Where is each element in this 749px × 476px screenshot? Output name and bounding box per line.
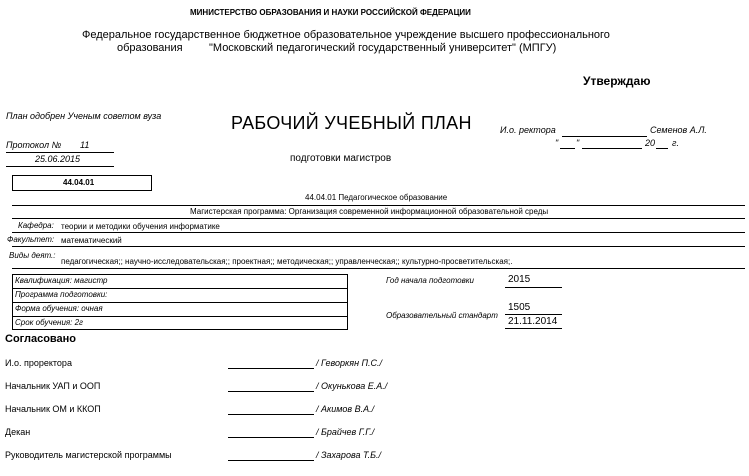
standard-date-line [505,328,562,329]
agreed-signature-line [228,368,314,369]
standard-date: 21.11.2014 [508,316,558,327]
ministry-title: МИНИСТЕРСТВО ОБРАЗОВАНИЯ И НАУКИ РОССИЙСКОЙ ФЕДЕРАЦИИ [190,8,471,17]
agreed-name: / Захарова Т.Б./ [316,450,382,460]
page-title: РАБОЧИЙ УЧЕБНЫЙ ПЛАН [231,113,472,133]
protocol-label: Протокол № [6,140,62,150]
department-label: Кафедра: [18,221,54,230]
institution-name: "Московский педагогический государственный университет" (МПГУ) [209,42,557,54]
date-year-line [656,148,668,149]
standard-number-line [505,314,562,315]
agreed-position: Начальник УАП и ООП [5,381,101,391]
rector-signature-line [562,136,647,137]
agreed-position: Руководитель магистерской программы [5,450,172,460]
agreed-name: / Брайчев Г.Г./ [316,427,375,437]
study-term-row: Срок обучения: 2г [15,318,84,327]
department-value: теории и методики обучения информатике [61,222,220,231]
agreed-name: / Акимов В.А./ [316,404,375,414]
code-box [12,175,152,191]
study-form-row: Форма обучения: очная [15,304,103,313]
faculty-value: математический [61,236,122,245]
qualification-row: Квалификация: магистр [15,276,108,285]
qualification-table [12,274,348,330]
date-quote-close: " [576,138,580,148]
page-subtitle: подготовки магистров [290,153,392,164]
agreed-position: Начальник ОМ и ККОП [5,404,101,414]
qualification-divider [13,288,347,289]
start-year-label: Год начала подготовки [386,276,474,285]
date-year-suffix: г. [672,138,679,148]
protocol-date-underline [6,166,114,167]
direction-name: 44.04.01 Педагогическое образование [305,193,448,202]
agreed-signature-line [228,437,314,438]
institution-line-2-prefix: образования [117,42,183,54]
protocol-date: 25.06.2015 [35,154,81,164]
start-year-value: 2015 [508,274,531,285]
agreed-name: / Окунькова Е.А./ [316,381,388,391]
date-day-line [560,148,575,149]
activities-label: Виды деят.: [9,251,56,260]
agreed-signature-line [228,391,314,392]
council-approved-text: План одобрен Ученым советом вуза [6,111,162,121]
study-form-divider [13,316,347,317]
rector-name: Семенов А.Л. [650,125,707,135]
program-name: Магистерская программа: Организация современной информационной образовательной среды [190,207,549,216]
standard-number: 1505 [508,302,531,313]
faculty-label: Факультет: [7,235,55,244]
protocol-number: 11 [80,140,90,150]
direction-code: 44.04.01 [63,178,95,187]
rector-title: И.о. ректора [500,125,556,135]
program-bottom-line [12,218,745,219]
date-quote-open: " [555,138,559,148]
standard-label: Образовательный стандарт [386,311,498,320]
program-type-divider [13,302,347,303]
approve-label: Утверждаю [583,74,651,88]
program-top-line [12,205,745,206]
agreed-title: Согласовано [5,333,77,345]
agreed-position: Декан [5,427,31,437]
faculty-line [12,246,745,247]
protocol-underline [6,152,114,153]
start-year-line [505,287,562,288]
agreed-name: / Геворкян П.С./ [316,358,383,368]
agreed-signature-line [228,460,314,461]
institution-line-1: Федеральное государственное бюджетное образовательное учреждение высшего профессионального [82,29,610,41]
activities-line [12,268,745,269]
date-year: 20 [645,138,656,148]
program-type-row: Программа подготовки: [15,290,108,299]
agreed-position: И.о. проректора [5,358,72,368]
activities-value: педагогическая;; научно-исследовательская;; проектная;; методическая;; управленческая;; культурно-просветительская;. [61,257,513,266]
agreed-signature-line [228,414,314,415]
department-line [12,232,745,233]
date-month-line [582,148,642,149]
